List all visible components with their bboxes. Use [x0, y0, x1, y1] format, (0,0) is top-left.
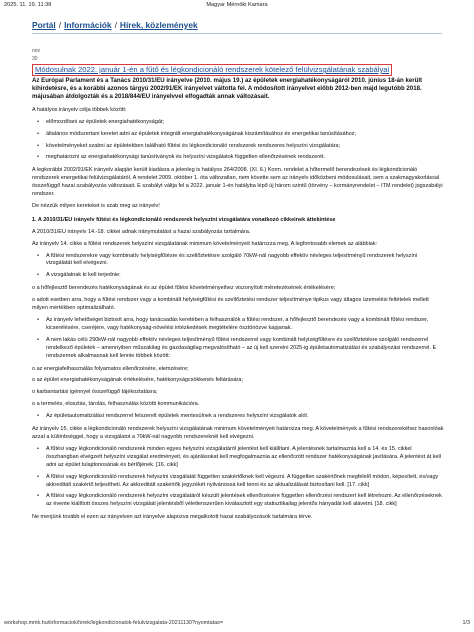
section-paragraph: Az irányelv 15. cikke a légkondicionáló rendszerek helyszíni vizsgálatának minimum követelményeit határozza meg. A követelmények a fűtési rendszerekéhez hasonlóak azzal a különbséggel, hogy a vizsgálatot a 70kW-nál nagyobb rendszereknél kell elvégezni. — [32, 426, 444, 440]
sub-paragraph: o adott esetben arra, hogy a fűtési rendszer vagy a kombinált helyiségfűtési és szellőztetési rendszer teljesítménye tipikus vagy átlagos üzemelési feltételek mellett milyen mértékben optimalizálható. — [32, 297, 429, 312]
breadcrumb-information[interactable]: Információk — [64, 20, 112, 30]
list-item: • A fűtési vagy légkondicionáló rendszerek helyszíni vizsgálatát független szakértőknek kell végezni. A független szakértőnek megfelelő módon, képesített, és/vagy akkreditált szakértő teljesítheti. Az akkreditált szakértők jegyzékét nyilvánossá kell tenni és az aktualizálását biztosítani kell. [17. cikk] — [32, 474, 444, 490]
article-date-day: 30 — [32, 56, 38, 62]
sub-paragraph: o a termelés, elosztás, tárolás, felhasználás közötti kommunikációra. — [32, 401, 200, 408]
list-item: • követelményeket szabni az épületekben található fűtési és légkondicionáló rendszerek rendszeres helyszíni vizsgálatára; — [32, 143, 444, 151]
heating-list-3 — [32, 413, 444, 421]
section-heading: 1. A 2010/31/EU irányelv fűtési és légkondicionáló rendszerek helyszíni vizsgálatára vonatkozó cikkeinek áttekintése — [32, 216, 336, 223]
sub-paragraph: o az épület energiahatékonyságának értékelésére, hatékonyságcsökkenés feltárására; — [32, 377, 243, 384]
article-lead: Az Európai Parlament és a Tanács 2010/31/EU irányelve (2010. május 19.) az épületek energiahatékonyságáról 2010. június 18-án került kihirdetésre, és a korábbi azonos tárgyú 2002/91/EK irányelvet váltotta fel. A módosított irányelvet előbb 2012-ben majd legutóbb 2018. májusában átdolgozták és a 2018/844/EU irányelvvel elfogadták annak változásait. — [32, 76, 423, 100]
list-item: • A vizsgálatnak ki kell terjednie: — [32, 272, 444, 280]
question-paragraph: De nézzük milyen kereteket is szab meg az irányelv! — [32, 202, 160, 209]
article-date — [32, 47, 40, 63]
list-item: • általános módszertani keretet adni az épületek integrált energiahatékonyságának kiszámításához és energetikai tanúsításához; — [32, 131, 444, 139]
breadcrumb-divider — [32, 33, 442, 34]
list-item: • Az épületautomatizálási rendszerrel felszerelt épületek mentesülnek a rendszeres helyszíni vizsgálatok alól. — [32, 413, 444, 421]
list-item: • Az irányelv lehetőséget biztosít arra, hogy tanácsadás keretében a felhasználók a fűtési rendszer, a hőfejlesztő berendezés vagy a kombinált fűtési rendszer, kicserélésére, cseréjére, vagy hatékonyság-növelési intézkedések megtételére ösztönözve kapjanak. — [32, 317, 444, 333]
sub-paragraph: o az energiafelhasználás folyamatos ellenőrzésére, elemzésére; — [32, 365, 189, 372]
print-footer — [4, 620, 470, 630]
sub-paragraph: o a hőfejlesztő berendezés hatékonyságának és az épület fűtési követelményeihez viszonyított méretezésének értékelésére; — [32, 285, 336, 292]
print-url: workshop.mmk.hu/informaciok/hirek/legkondicionalok-felulvizsgalata-20211130?nyomtatas= — [4, 620, 223, 626]
heating-list-2 — [32, 317, 444, 361]
print-header — [4, 2, 470, 14]
breadcrumb-separator: / — [58, 20, 62, 30]
sub-paragraph: o karbantartási igénnyel összefüggő tájékoztatásra; — [32, 389, 158, 396]
list-item: • A fűtési vagy légkondicionáló rendszerek minden egyes helyszíni vizsgálatáról jelentést kell kiállítani. A jelentésnek tartalmaznia kell a 14. és 15. cikkel összhangban elvégzett helyszíni vizsgálat eredményeit, és ajánlásokat kell megfogalmaznia az ellenőrzött rendszer hatékonyságának javítására. A jelentést át kell adni az épület tulajdonosának és bérlőjének. [16. cikk] — [32, 446, 444, 470]
breadcrumb-portal[interactable]: Portál — [32, 20, 56, 30]
section-paragraph: A 2010/31/EU irányelv 14.-18. cikkei adnak iránymutatást a hazai szabályozás tartalmára. — [32, 228, 251, 235]
closing-paragraph: Ne menjünk tovább el ezen az irányelven azt irányelve alapozva megalkotott hazai szabályozások tartalmára térve. — [32, 514, 313, 521]
print-site-name: Magyar Mérnöki Kamara — [206, 2, 268, 8]
list-item: • A fűtési vagy légkondicionáló rendszerek helyszíni vizsgálatáról készült jelentések ellenőrzésére független ellenőrzési rendszert kell létrehozni. Az ellenőrzéseknek az évente kiállított összes helyszíni vizsgálati jelentésből véletlenszerűen kiválasztott egy statisztikailag jelentős hányadát kell alávetni. [18. cikk] — [32, 493, 444, 509]
ac-list — [32, 446, 444, 509]
list-item: • A nem lakás célú 290kW-nál nagyobb effektív névleges teljesítményű fűtési rendszerrel vagy kombinált helyiségfűtésre és szellőztetésre szolgáló rendszerrel rendelkező épületek – amennyiben műszakilag és gazdaságilag megvalósítható – az új kell szerelni 2025-ig épületautomatizálási és szabályozási rendszerrel. E rendszernek alkalmasnak kell lennie többek között: — [32, 337, 444, 361]
breadcrumb-separator: / — [114, 20, 117, 30]
aim-intro: A hatályos irányelv célja többek között: — [32, 106, 127, 113]
article-body — [32, 64, 444, 526]
section-paragraph: Az irányelv 14. cikke a fűtési rendszerek helyszíni vizsgálatának minimum követelményeit határozza meg. A legfontosabb elemek az alábbiak: — [32, 240, 378, 247]
breadcrumb-news[interactable]: Hírek, közlemények — [119, 20, 198, 30]
page-number: 1/3 — [462, 620, 470, 626]
legal-paragraph: A legkorábbi 2002/91/EK irányelv alapján került kiadásra a jelenleg is hatályos 264/2008. (XI. 6.) Korm. rendelet a hőtermelő berendezések és légkondicionáló rendszerek energetikai felülvizsgálatáról. A rendelet 2009. október 1. óta változatlan, nem követte sem az irányelv időközbeni módosulásait, sem a szakmagyakorlással összefüggő hazai szabályozás változásait. E szabályt váltja fel a 2022. január 1-én hatályba lépő új három szintű (törvény – kormányrendelet – ITM rendelet) jogszabályi rendszer. — [32, 167, 443, 198]
list-item: • A fűtési rendszerekre vagy kombinatív helyiségfűtésre és szellőztetésre szolgáló 70kW-nál nagyobb effektív névleges teljesítményű rendszerek helyszíni vizsgálatát kell elvégezni. — [32, 253, 444, 269]
breadcrumb — [32, 20, 198, 30]
list-item: • meghatározni az energiahatékonysági tanúsítványok és helyszíni vizsgálatok független ellenőrzésének rendszerét. — [32, 154, 444, 162]
list-item: • előmozdítani az épületek energiahatékonyságát; — [32, 119, 444, 127]
print-datetime: 2025. 11. 19. 11:38 — [4, 2, 52, 8]
aims-list — [32, 119, 444, 163]
heating-list — [32, 253, 444, 281]
article-title[interactable]: Módosulnak 2022. január 1-én a fűtő és légkondicionáló rendszerek kötelező felülvizsgálatának szabályai — [32, 64, 392, 76]
article-date-month: nov — [32, 48, 41, 54]
